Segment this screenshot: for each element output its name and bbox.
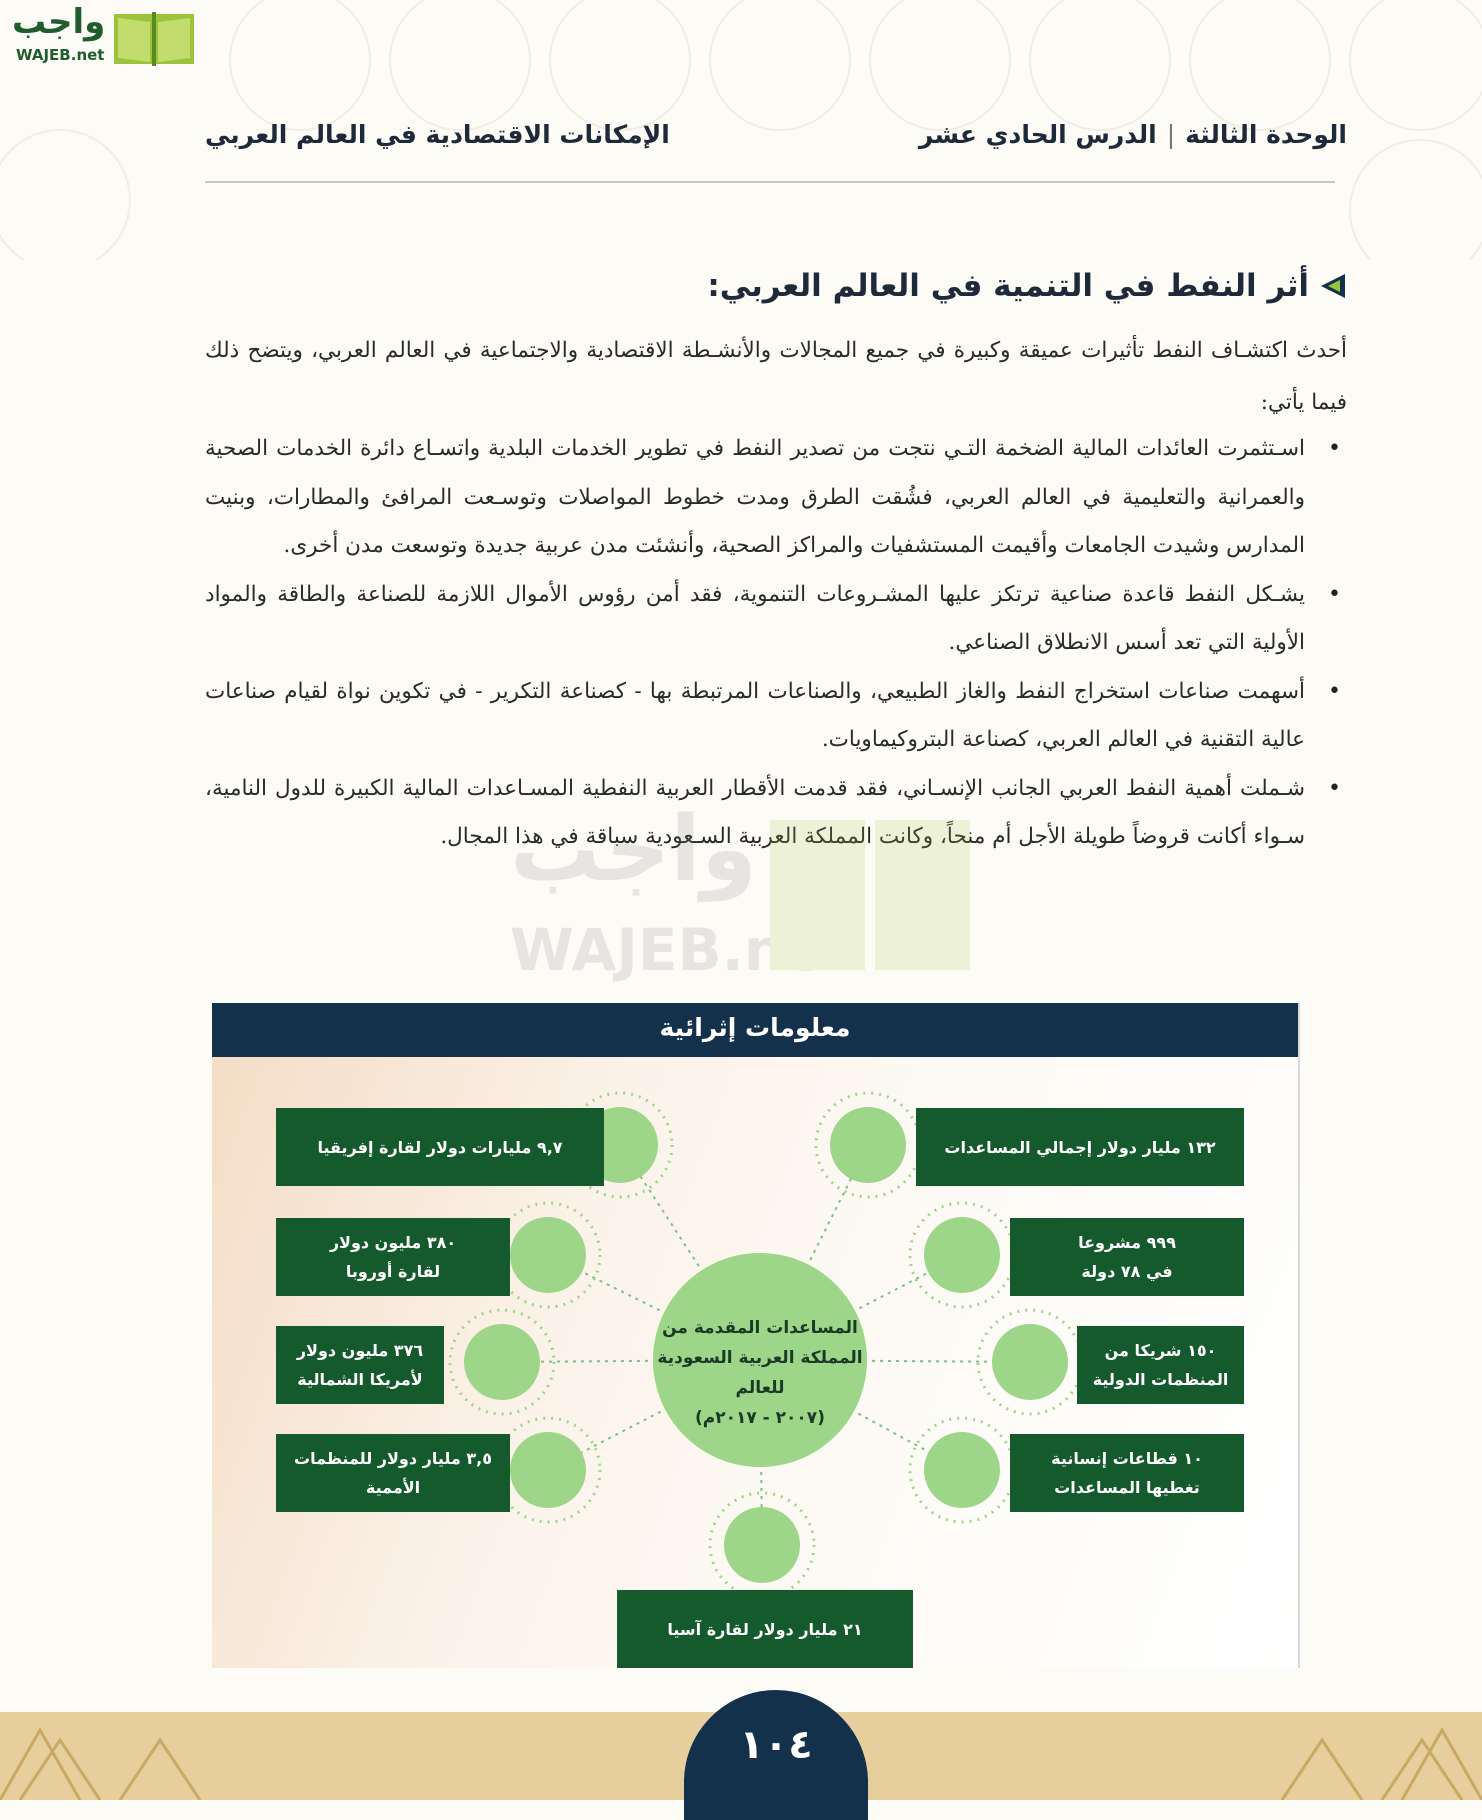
stat-label-left: ٣٨٠ مليون دولار لقارة أوروبا xyxy=(276,1218,510,1296)
unit-lesson: الوحدة الثالثة|الدرس الحادي عشر xyxy=(918,120,1347,149)
list-item: • شـملت أهمية النفط العربي الجانب الإنسـاني، فقد قدمت الأقطار العربية النفطية المسـاعدات المالية الكبيرة للدول النامية، سـواء أكانت قروضاً طويلة الأجل أم منحاً، وكانت المملكة العربية السـعودية سباقة في هذا المجال. xyxy=(205,765,1305,862)
stat-label-right: ١٥٠ شريكا من المنظمات الدولية xyxy=(1077,1326,1244,1404)
brand-arabic: واجب xyxy=(12,2,106,42)
node-circle xyxy=(830,1107,906,1183)
node-circle xyxy=(464,1324,540,1400)
node-circle xyxy=(992,1324,1068,1400)
node-circle xyxy=(924,1217,1000,1293)
lesson-label: الدرس الحادي عشر xyxy=(918,120,1157,149)
node-circle xyxy=(510,1217,586,1293)
node-circle xyxy=(724,1507,800,1583)
stat-label-right: ١٣٢ مليار دولار إجمالي المساعدات xyxy=(916,1108,1244,1186)
stat-label-left: ٣,٥ مليار دولار للمنظمات الأممية xyxy=(276,1434,510,1512)
stat-label-left: ٣٧٦ مليون دولار لأمريكا الشمالية xyxy=(276,1326,444,1404)
section-title-text: أثر النفط في التنمية في العالم العربي: xyxy=(707,268,1309,304)
svg-text:واجب: واجب xyxy=(510,800,757,902)
topic-title: الإمكانات الاقتصادية في العالم العربي xyxy=(205,120,670,149)
stat-label-right: ١٠ قطاعات إنسانية تغطيها المساعدات xyxy=(1010,1434,1244,1512)
list-item: • يشـكل النفط قاعدة صناعية ترتكز عليها المشـروعات التنموية، فقد أمن رؤوس الأموال اللازمة للصناعة والطاقة والمواد الأولية التي تعد أسس الانطلاق الصناعي. xyxy=(205,571,1305,668)
center-label: المساعدات المقدمة من المملكة العربية السعودية للعالم (٢٠٠٧ - ٢٠١٧م) xyxy=(657,1318,863,1428)
intro-paragraph: أحدث اكتشـاف النفط تأثيرات عميقة وكبيرة في جميع المجالات والأنشـطة الاقتصادية والاجتماعية في العالم العربي، ويتضح ذلك فيما يأتي: xyxy=(205,338,1347,415)
page-number: ١٠٤ xyxy=(684,1690,868,1820)
stat-label-bottom: ٢١ مليار دولار لقارة آسيا xyxy=(617,1590,913,1668)
list-item: • اسـتثمرت العائدات المالية الضخمة التـي نتجت من تصدير النفط في تطوير الخدمات البلدية واتسـاع دائرة الخدمات الصحية والعمرانية والتعليمية في العالم العربي، فشُقت الطرق ومدت خطوط المواصلات وتوسـعت المرافئ والمطارات، وبنيت المدارس وشيدت الجامعات وأقيمت المستشفيات والمراكز الصحية، وأنشئت مدن عربية جديدة وتوسعت مدن أخرى. xyxy=(205,425,1305,571)
brand-latin: WAJEB.net xyxy=(16,46,105,64)
list-item: • أسهمت صناعات استخراج النفط والغاز الطبيعي، والصناعات المرتبطة بها - كصناعة التكرير - في تكوين نواة لقيام صناعات عالية التقنية في العالم العربي، كصناعة البتروكيماويات. xyxy=(205,668,1305,765)
unit-label: الوحدة الثالثة xyxy=(1185,120,1347,149)
node-circle xyxy=(924,1432,1000,1508)
stat-label-right: ٩٩٩ مشروعا في ٧٨ دولة xyxy=(1010,1218,1244,1296)
node-circle xyxy=(510,1432,586,1508)
enrichment-title: معلومات إثرائية xyxy=(212,1003,1298,1057)
stat-label-left: ٩,٧ مليارات دولار لقارة إفريقيا xyxy=(276,1108,604,1186)
svg-text:WAJEB.net: WAJEB.net xyxy=(510,916,853,984)
